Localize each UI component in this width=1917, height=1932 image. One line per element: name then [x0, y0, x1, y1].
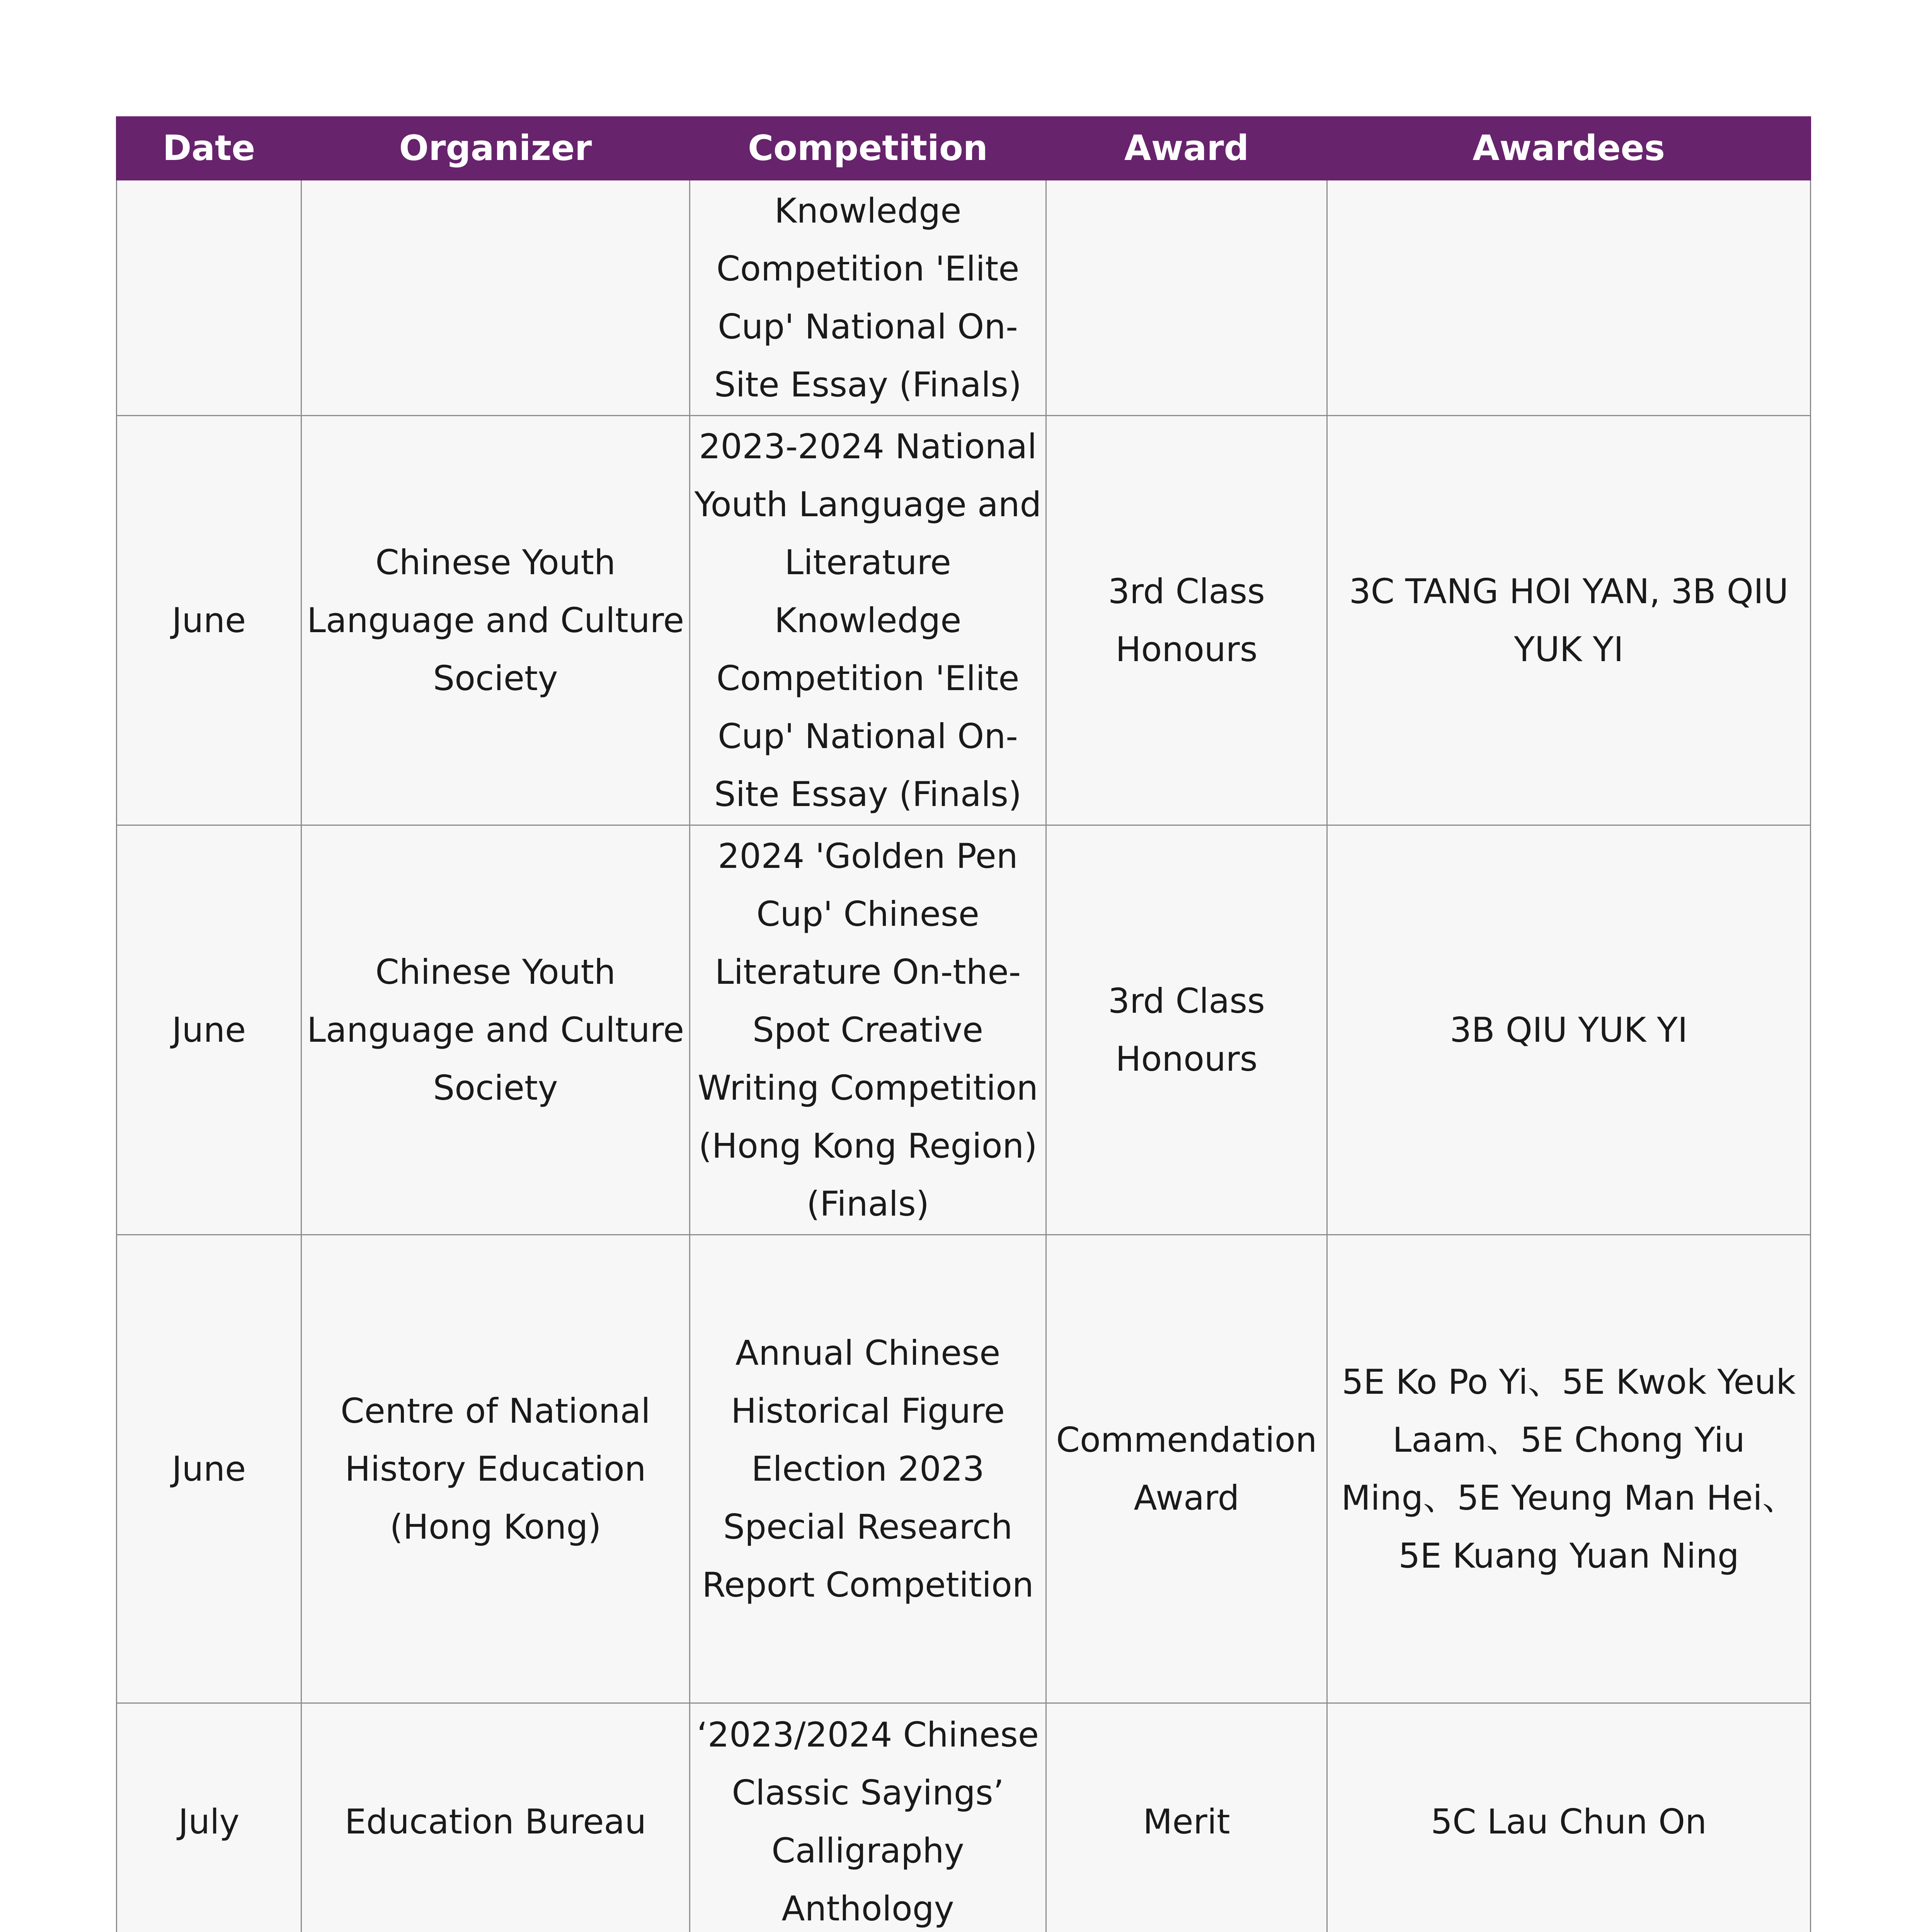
table-row: [117, 825, 1811, 1235]
cell-competition: Knowledge Competition 'Elite Cup' National On-Site Essay (Finals): [690, 180, 1046, 416]
header-competition: Competition: [690, 117, 1046, 180]
header-awardees: Awardees: [1327, 117, 1811, 180]
header-row: [117, 117, 1811, 180]
awards-table: [116, 116, 1811, 1932]
cell-date: June: [117, 825, 301, 1235]
cell-award: 3rd Class Honours: [1046, 825, 1327, 1235]
cell-organizer: Education Bureau: [301, 1703, 690, 1932]
cell-date: July: [117, 1703, 301, 1932]
header-date: Date: [117, 117, 301, 180]
cell-award: 3rd Class Honours: [1046, 416, 1327, 825]
cell-date: [117, 180, 301, 416]
table-header: [117, 117, 1811, 180]
table-body: [117, 180, 1811, 1932]
cell-awardees: [1327, 180, 1811, 416]
cell-date: June: [117, 416, 301, 825]
table-row: [117, 1235, 1811, 1703]
cell-awardees: 3B QIU YUK YI: [1327, 825, 1811, 1235]
cell-competition: 2023-2024 National Youth Language and Literature Knowledge Competition 'Elite Cup' National On-Site Essay (Finals): [690, 416, 1046, 825]
cell-organizer: Chinese Youth Language and Culture Society: [301, 825, 690, 1235]
cell-organizer: Centre of National History Education (Hong Kong): [301, 1235, 690, 1703]
cell-competition: 2024 'Golden Pen Cup' Chinese Literature On-the-Spot Creative Writing Competition (Hong Kong Region) (Finals): [690, 825, 1046, 1235]
cell-award: Commendation Award: [1046, 1235, 1327, 1703]
table-row: [117, 1703, 1811, 1932]
table-row: [117, 416, 1811, 825]
cell-awardees: 5C Lau Chun On: [1327, 1703, 1811, 1932]
table-row: [117, 180, 1811, 416]
cell-date: June: [117, 1235, 301, 1703]
cell-awardees: 5E Ko Po Yi、5E Kwok Yeuk Laam、5E Chong Yiu Ming、5E Yeung Man Hei、5E Kuang Yuan Ning: [1327, 1235, 1811, 1703]
cell-competition: Annual Chinese Historical Figure Election 2023 Special Research Report Competition: [690, 1235, 1046, 1703]
header-organizer: Organizer: [301, 117, 690, 180]
cell-organizer: Chinese Youth Language and Culture Society: [301, 416, 690, 825]
header-award: Award: [1046, 117, 1327, 180]
cell-awardees: 3C TANG HOI YAN, 3B QIU YUK YI: [1327, 416, 1811, 825]
cell-organizer: [301, 180, 690, 416]
cell-award: Merit: [1046, 1703, 1327, 1932]
cell-award: [1046, 180, 1327, 416]
cell-competition: ‘2023/2024 Chinese Classic Sayings’ Calligraphy Anthology: [690, 1703, 1046, 1932]
